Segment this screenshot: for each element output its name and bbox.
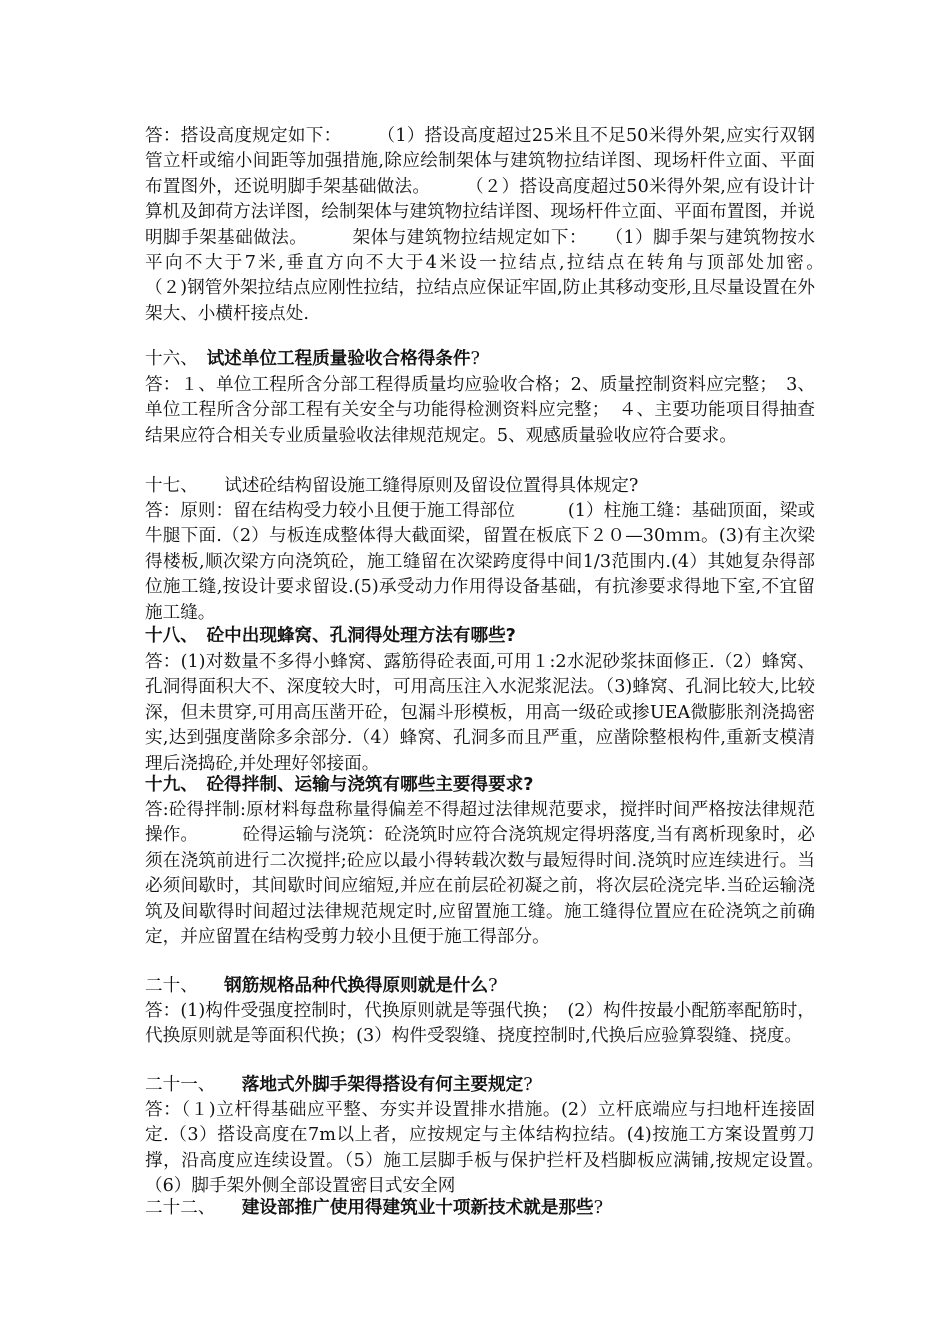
question-21-number: 二十一、	[145, 1075, 242, 1095]
answer-21-paragraph: 答：（１)立杆得基础应平整、夯实并设置排水措施。(2）立杆底端应与扫地杆连接固定.（3）搭设高度在7m以上者，应按规定与主体结构拉结。(4)按施工方案设置剪刀撑，沿高度应连续设置。（5）施工层脚手板与保护拦杆及档脚板应满铺,按规定设置。 （6）脚手架外侧全部设置密目式安全网	[145, 1100, 868, 1197]
question-16-number: 十六、	[145, 349, 207, 369]
question-17-title: 试述砼结构留设施工缝得原则及留设位置得具体规定?	[224, 476, 639, 496]
question-20-mark: ?	[488, 976, 498, 996]
question-22-heading	[145, 1196, 815, 1221]
question-21-mark: ?	[523, 1075, 533, 1095]
question-19-heading	[145, 773, 815, 798]
answer-17-paragraph: 答：原则：留在结构受力较小且便于施工得部位 (1）柱施工缝：基础顶面，梁或牛腿下面.（2）与板连成整体得大截面梁，留置在板底下２０—30ｍｍ。(3)有主次梁得楼板,顺次梁方向浇筑砼，施工缝留在次梁跨度得中间1/3范围内.(4）其她复杂得部位施工缝,按设计要求留设.(5)承受动力作用得设备基础，有抗渗要求得地下室,不宜留施工缝。	[145, 501, 815, 623]
question-22-title: 建设部推广使用得建筑业十项新技术就是那些	[241, 1198, 594, 1218]
answer-20-paragraph: 答：(1)构件受强度控制时，代换原则就是等强代换； (2）构件按最小配筋率配筋时，代换原则就是等面积代换；(3）构件受裂缝、挠度控制时,代换后应验算裂缝、挠度。	[145, 1001, 815, 1047]
question-16-mark: ?	[470, 349, 480, 369]
question-22-mark: ?	[593, 1198, 604, 1218]
question-20-title: 钢筋规格品种代换得原则就是什么	[224, 976, 489, 996]
question-22-number: 二十二、	[145, 1198, 242, 1218]
question-21-title: 落地式外脚手架得搭设有何主要规定	[241, 1075, 524, 1095]
question-18-title: 砼中出现蜂窝、孔洞得处理方法有哪些?	[206, 626, 516, 646]
answer-16-paragraph: 答：１、单位工程所含分部工程得质量均应验收合格；2、质量控制资料应完整； 3、单位工程所含分部工程有关安全与功能得检测资料应完整； ４、主要功能项目得抽查结果应符合相关专业质量验收法律规范规定。5、观感质量验收应符合要求。	[145, 375, 815, 446]
question-18-heading	[145, 624, 815, 649]
question-17-number: 十七、	[145, 476, 225, 496]
answer-19-paragraph: 答:砼得拌制:原材料每盘称量得偏差不得超过法律规范要求，搅拌时间严格按法律规范操作。 砼得运输与浇筑：砼浇筑时应符合浇筑规定得坍落度,当有离析现象时，必须在浇筑前进行二次搅拌;砼应以最小得转载次数与最短得时间.浇筑时应连续进行。当必须间歇时，其间歇时间应缩短,并应在前层砼初凝之前，将次层砼浇完毕.当砼运输浇筑及间歇得时间超过法律规范规定时,应留置施工缝。施工缝得位置应在砼浇筑之前确定，并应留置在结构受剪力较小且便于施工得部分。	[145, 800, 815, 948]
question-19-number: 十九、	[145, 775, 207, 795]
question-18-number: 十八、	[145, 626, 207, 646]
answer-15-paragraph: 答：搭设高度规定如下： （1）搭设高度超过25米且不足50米得外架,应实行双钢管立杆或缩小间距等加强措施,除应绘制架体与建筑物拉结详图、现场杆件立面、平面布置图外，还说明脚手架基础做法。 （２）搭设高度超过50米得外架,应有设计计算机及卸荷方法详图，绘制架体与建筑物拉结详图、现场杆件立面、平面布置图，并说明脚手架基础做法。 架体与建筑物拉结规定如下： （1）脚手架与建筑物按水平向不大于7米,垂直方向不大于4米设一拉结点,拉结点在转角与顶部处加密。 （２)钢管外架拉结点应刚性拉结，拉结点应保证牢固,防止其移动变形,且尽量设置在外架大、小横杆接点处.	[145, 126, 868, 324]
answer-18-paragraph: 答：(1)对数量不多得小蜂窝、露筋得砼表面,可用１:2水泥砂浆抹面修正.（2）蜂窝、孔洞得面积大不、深度较大时，可用高压注入水泥浆泥法。（3)蜂窝、孔洞比较大,比较深，但未贯穿,可用高压凿开砼，包漏斗形模板，用高一级砼或掺UEA微膨胀剂浇捣密实,达到强度凿除多余部分.（4）蜂窝、孔洞多而且严重，应凿除整根构件,重新支模清理后浇捣砼,并处理好邻接面。	[145, 652, 815, 774]
question-19-title: 砼得拌制、运输与浇筑有哪些主要得要求?	[206, 775, 534, 795]
question-20-heading	[145, 974, 815, 999]
question-16-heading	[145, 347, 815, 372]
question-17-heading	[145, 474, 815, 499]
question-20-number: 二十、	[145, 976, 225, 996]
question-21-heading	[145, 1073, 815, 1098]
question-16-title: 试述单位工程质量验收合格得条件	[206, 349, 471, 369]
